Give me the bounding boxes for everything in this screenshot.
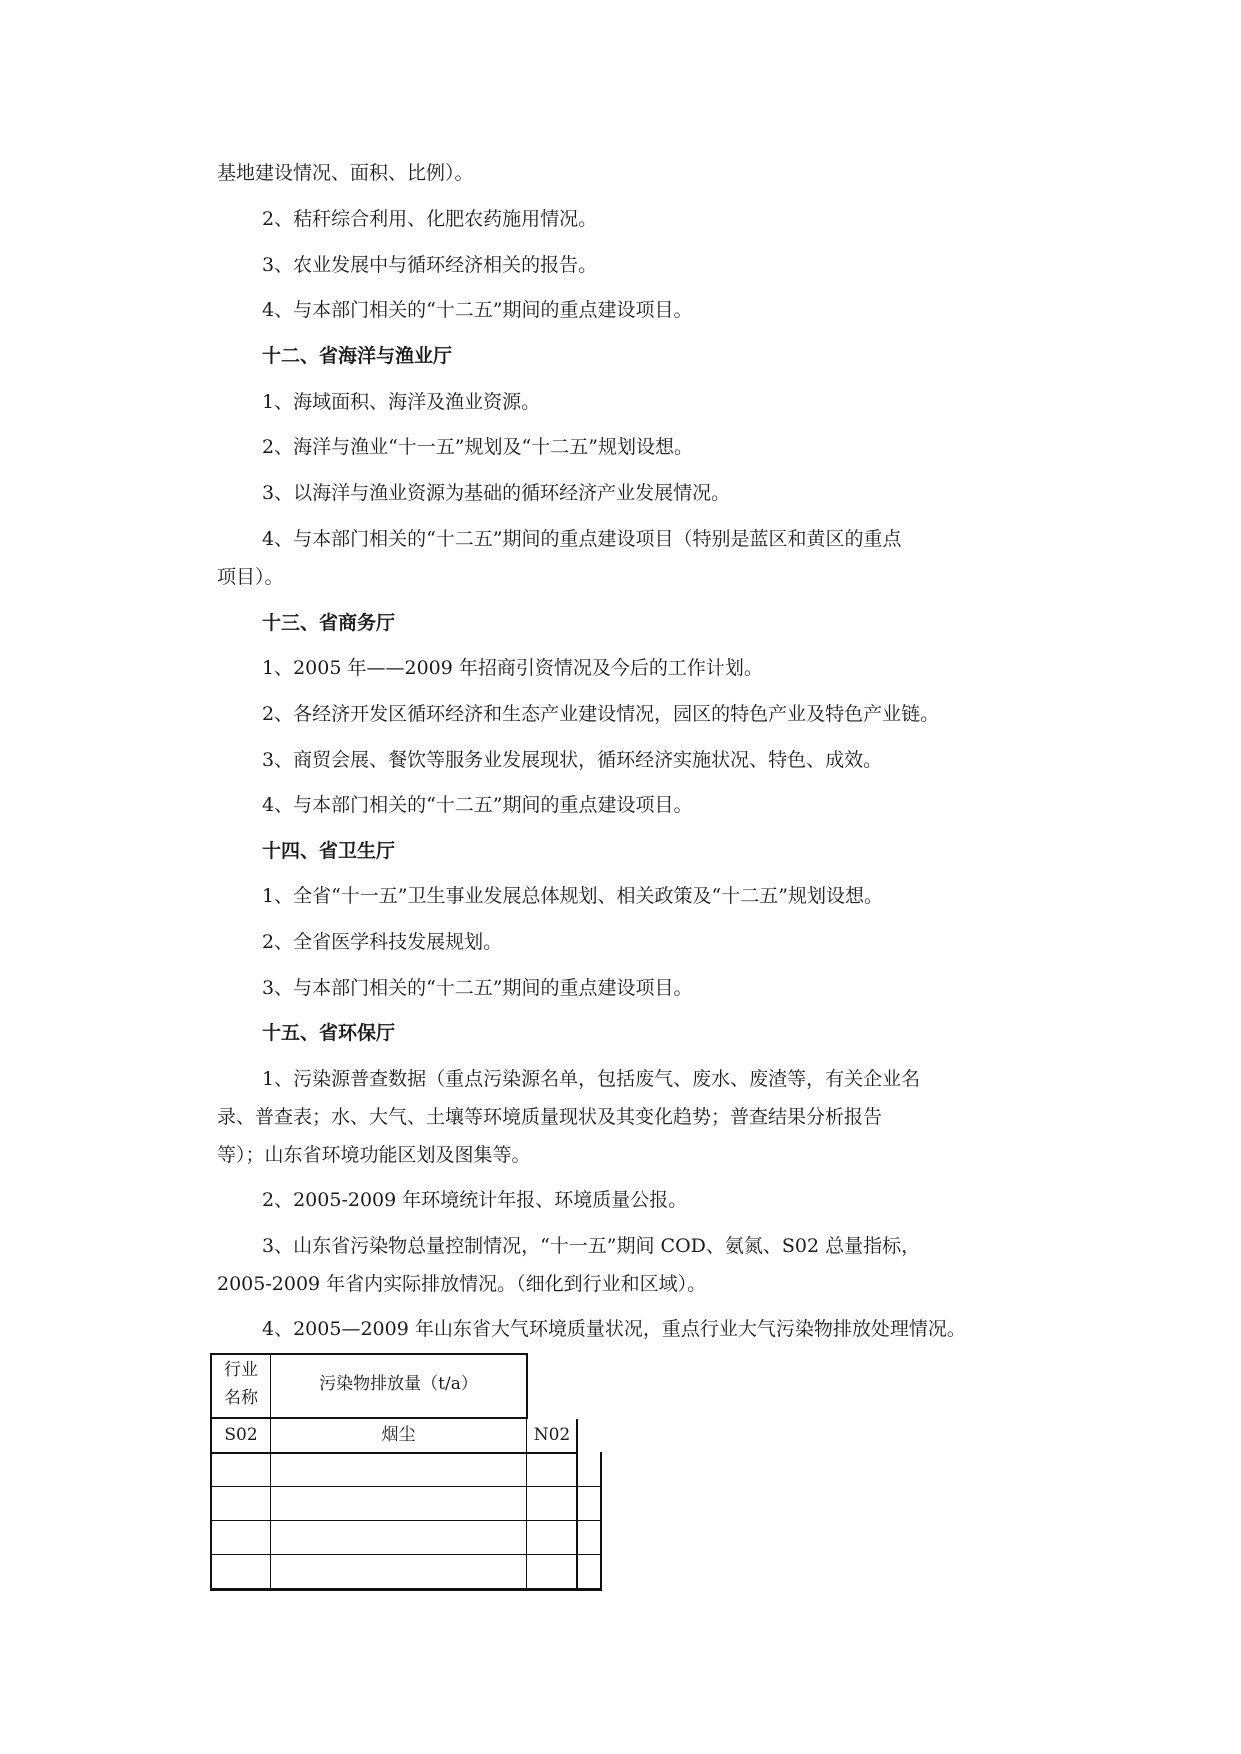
table-header-industry: 行业: [224, 1360, 258, 1380]
list-item: 1、海域面积、海洋及渔业资源。: [262, 391, 541, 413]
list-item: 3、农业发展中与循环经济相关的报告。: [262, 254, 598, 276]
list-item: 2、秸秆综合利用、化肥农药施用情况。: [262, 208, 598, 230]
paragraph-line: 项目）。: [217, 566, 284, 588]
list-item: 4、与本部门相关的“十二五”期间的重点建设项目。: [262, 299, 693, 321]
section-heading: 十四、省卫生厅: [262, 840, 396, 862]
list-item: 3、以海洋与渔业资源为基础的循环经济产业发展情况。: [262, 482, 731, 504]
section-heading: 十二、省海洋与渔业厅: [262, 345, 453, 367]
paragraph-line: 2005-2009 年省内实际排放情况。（细化到行业和区域）。: [217, 1273, 707, 1295]
list-item: 2、海洋与渔业“十一五”规划及“十二五”规划设想。: [262, 436, 693, 458]
list-item: 1、污染源普查数据（重点污染源名单，包括废气、废水、废渣等，有关企业名: [262, 1068, 921, 1090]
paragraph-line: 基地建设情况、面积、比例）。: [217, 162, 474, 184]
section-heading: 十五、省环保厅: [262, 1022, 396, 1044]
table-header-industry: 名称: [224, 1388, 258, 1408]
table-column-dust: 烟尘: [381, 1425, 416, 1445]
table-border: [210, 1353, 528, 1355]
table-column-so2: S02: [224, 1425, 258, 1445]
list-item: 4、2005—2009 年山东省大气环境质量状况，重点行业大气污染物排放处理情况。: [262, 1318, 966, 1340]
table-header-emission: 污染物排放量（t/a）: [319, 1374, 478, 1394]
table-border: [210, 1417, 528, 1419]
table-border: [210, 1520, 602, 1521]
list-item: 2、全省医学科技发展规划。: [262, 931, 503, 953]
table-border: [210, 1588, 602, 1591]
section-heading: 十三、省商务厅: [262, 612, 396, 634]
table-border: [526, 1353, 528, 1419]
paragraph-line: 等）；山东省环境功能区划及图集等。: [217, 1144, 531, 1166]
table-border: [210, 1486, 602, 1487]
list-item: 3、山东省污染物总量控制情况，“十一五”期间 COD、氨氮、S02 总量指标，: [262, 1235, 921, 1257]
table-border: [210, 1452, 578, 1454]
list-item: 2、2005-2009 年环境统计年报、环境质量公报。: [262, 1189, 688, 1211]
list-item: 1、2005 年——2009 年招商引资情况及今后的工作计划。: [262, 657, 763, 679]
paragraph-line: 录、普查表；水、大气、土壤等环境质量现状及其变化趋势；普查结果分析报告: [217, 1106, 883, 1128]
table-border: [600, 1452, 602, 1591]
list-item: 4、与本部门相关的“十二五”期间的重点建设项目。: [262, 794, 693, 816]
table-border: [210, 1554, 602, 1555]
list-item: 3、与本部门相关的“十二五”期间的重点建设项目。: [262, 977, 693, 999]
table-column-no2: N02: [533, 1425, 571, 1445]
list-item: 3、商贸会展、餐饮等服务业发展现状，循环经济实施状况、特色、成效。: [262, 749, 883, 771]
list-item: 2、各经济开发区循环经济和生态产业建设情况，园区的特色产业及特色产业链。: [262, 703, 940, 725]
list-item: 4、与本部门相关的“十二五”期间的重点建设项目（特别是蓝区和黄区的重点: [262, 528, 902, 550]
list-item: 1、全省“十一五”卫生事业发展总体规划、相关政策及“十二五”规划设想。: [262, 885, 883, 907]
